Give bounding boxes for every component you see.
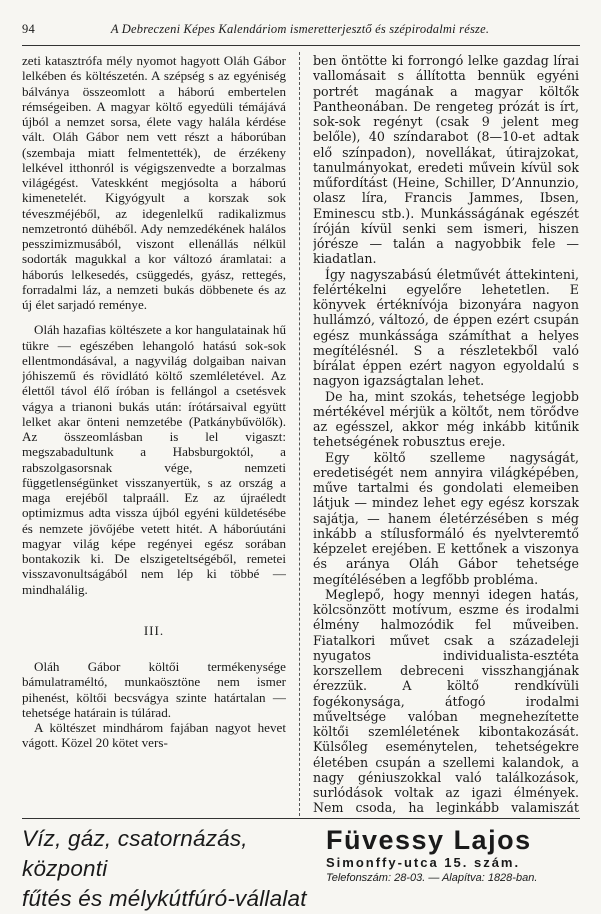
paragraph: ben öntötte ki forrongó lelke gazdag lírai vallomásait s állította bennük egyéni portrét magának a magyar költők Pantheonában. De rengeteg prózát is írt, sok-sok regényt (csak 9 jelent meg belőle), 40 színdarabot (8—10-et adtak elő színpadon), novellákat, útirajzokat, tanulmányokat, eredeti művein kívül sok műfordítást (Heine, Schiller, D’Annunzio, olasz líra, Francis Jammes, Ibsen, Eminescu stb.). Munkásságának egészét íróján kívül senki sem ismeri, hiszen jórésze — talán a nagyobbik fele — kiadatlan. <box>313 53 579 267</box>
ad-line: fűtés és mélykútfúró-vállalat <box>22 886 307 911</box>
company-name: Füvessy Lajos <box>326 825 532 855</box>
left-column <box>22 53 286 815</box>
running-title: A Debreczeni Képes Kalendáriom ismeretterjesztő és szépirodalmi része. <box>110 22 490 36</box>
paragraph: A költészet mindhárom fajában nagyot hevet vágott. Közel 20 kötet vers- <box>22 720 286 751</box>
paragraph: zeti katasztrófa mély nyomot hagyott Oláh Gábor lelkében és költészetén. A szépség s az egyéniség bálványa összeomlott a háború embertelen rémségeiben. A magyar költő egyedüli témájává újból a nemzet sorsa, élete vagy halála kérdése vált. Oláh Gábor nem vett részt a háborúban (szembaja miatt felmentették), de érzékeny lelkével itthonról is végigszenvedte a borzalmas világégést. Vateskként megjósolta a háború kimenetelét. Kigyógyult a korszak sok téveszméjéből, az idegenlelkű radikalizmus nemzetrontó dühéből. Ady nemzedékének halálos pesszimizmusából, viszont ellenállás nélkül sodorták magukkal a kor változó áramlatai: a háborús lelkesedés, csüggedés, gyász, rettegés, forradalmi láz, a nemzeti bukás döbbenete és az új élet sarjadó reménye. <box>22 53 286 312</box>
paragraph: Meglepő, hogy mennyi idegen hatás, kölcsönzött motívum, eszme és irodalmi élmény halmozódik fel műveiben. Fiatalkori művet csak a századeleji nyugatos individualista-esztéta korszellem debreceni visszhangjának érezzük. A költő rendkívüli fogékonysága, átfogó irodalmi műveltsége valóban megnehezítette költői szemléletének kibontakozását. Külsőleg eseménytelen, tehetségekre életében csupán a szellemi kalandok, a nagy géniuszokkal való találkozások, surlódások voltak az igazi élmények. Nem csoda, ha leginkább valamiszát <box>313 586 579 815</box>
section-heading: III. <box>143 622 165 638</box>
running-header <box>22 22 578 42</box>
paragraph: Így nagyszabású életművét áttekinteni, felértékelni egyelőre lehetetlen. E könyvek értéknívója bizonyára nagyon hullámzó, változó, de éppen ezért csupán egész munkássága számíthat a helyes megítélésnél. S a részletekből való bírálat éppen ezért nagyon egyoldalú s nagyon igazságtalan lehet. <box>313 266 579 389</box>
column-divider <box>299 52 300 816</box>
advertisement-company <box>326 825 582 885</box>
page-number: 94 <box>22 22 35 36</box>
right-column <box>313 53 579 815</box>
paragraph: De ha, mint szokás, tehetsége legjobb mértékével mérjük a költőt, nem törődve az egésszel, akkor még inkább kitűnik tehetségének robusztus ereje. <box>313 388 579 450</box>
footer-rule <box>22 818 580 819</box>
paragraph: Oláh Gábor költői termékenysége bámulatraméltó, munkaösztöne nem ismer pihenést, költői becsvágya szinte határtalan — tehetsége határain is túlárad. <box>22 659 286 720</box>
paragraph: Egy költő szelleme nagyságát, eredetiségét nem annyira világképében, műve tartalmi és gondolati elemeiben látjuk — mindez lehet egy egész korszak sajátja, — hanem életérzésében s még inkább a stílusformáló és nyelvteremtő képzelet erejében. E kettőnek a viszonya és aránya Oláh Gábor tehetsége megítélésében a legfőbb probléma. <box>313 449 579 587</box>
advertisement-services <box>22 824 307 911</box>
header-rule <box>22 45 580 46</box>
ad-line: Víz, gáz, csatornázás, központi <box>22 826 248 881</box>
company-address: Simonffy-utca 15. szám. <box>326 855 521 870</box>
company-phone: Telefonszám: 28-03. — Alapítva: 1828-ban. <box>326 872 538 884</box>
paragraph: Oláh hazafias költészete a kor hangulatainak hű tükre — egészében lehangoló hatású sok-sok ellentmondásával, a nagyvilág dolgaiban naivan jóhiszemű és rövidlátó költő szemléletével. Az élettől távol élő íróban is fellángol a csetésvek vágya a trianoni bukás után: írótársaival együtt lelket akar önteni nemzetébe (Patkánybűvölők). Az összeomlásban is lel vigaszt: megszabadultunk a Habsburgoktól, a rabszolgasorsnak vége, nemzeti függetlenségünket visszanyertük, s az ország a maga erejéből talpraáll. Ez az újraéledt optimizmus adta vissza újból egyéni küldetésébe és nemzete jövőjébe vetett hitét. A háborúutáni magyar világ képe regényei egész sorában bontakozik ki. De elszigeteltségéből, remetei visszavonultságából nem lép ki többé — mindhalálig. <box>22 322 286 597</box>
